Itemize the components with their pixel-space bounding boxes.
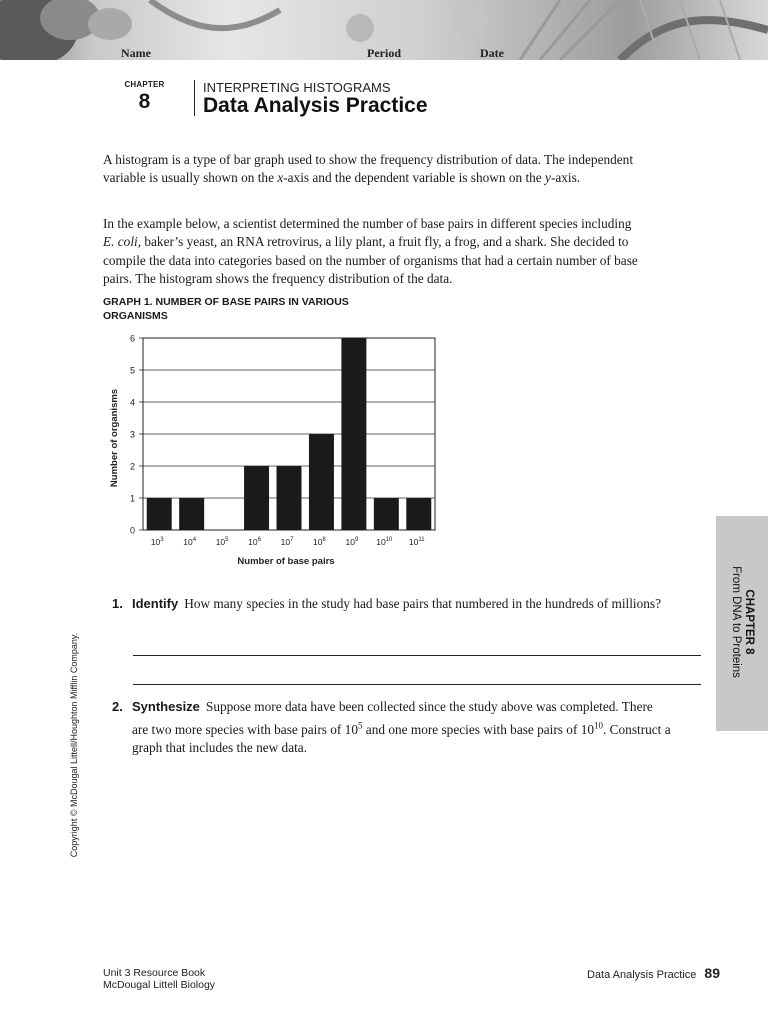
name-label: Name — [121, 46, 151, 60]
date-label: Date — [480, 46, 504, 60]
text-segment: -axis. — [550, 170, 581, 186]
chapter-number: 8 — [138, 90, 151, 113]
side-tab-subtitle: From DNA to Proteins — [730, 566, 742, 678]
x-tick-label: $10^4$ — [183, 537, 197, 547]
histogram-bar — [309, 434, 334, 530]
y-tick-label: 5 — [129, 365, 135, 376]
question-1 — [112, 595, 672, 614]
y-tick-label: 2 — [129, 461, 135, 472]
page-number: 89 — [704, 965, 720, 981]
side-tab-text — [729, 566, 755, 678]
side-tab-chapter: CHAPTER 8 — [743, 589, 755, 655]
italic-text: E. coli, — [103, 234, 142, 250]
text-segment: -axis and the dependent variable is shown on the — [283, 170, 546, 186]
text-segment: In the example below, a scientist determined the number of base pairs in different species including — [103, 216, 632, 231]
y-axis-title: Number of organisms — [109, 388, 120, 488]
superscript-text: 5 — [357, 720, 363, 731]
x-tick-label: $10^6$ — [248, 537, 261, 547]
footer-right — [587, 965, 720, 981]
answer-line-1[interactable] — [133, 655, 701, 656]
y-tick-label: 4 — [129, 397, 135, 408]
y-tick-label: 0 — [129, 525, 135, 536]
histogram-bar — [147, 498, 172, 530]
y-tick-label: 3 — [129, 429, 135, 440]
question-2-keyword: Synthesize — [132, 699, 200, 714]
answer-line-2[interactable] — [133, 684, 701, 685]
x-axis-title: Number of base pairs — [237, 556, 335, 567]
question-1-number: 1. — [112, 596, 123, 611]
question-1-keyword: Identify — [132, 596, 179, 611]
text-segment: Suppose more data have been collected since the study above was completed. There are two more species with base pairs of 10 — [132, 699, 653, 737]
text-segment: A histogram is a type of bar graph used to show the frequency distribution of data. The independent variable is usually shown on the — [103, 152, 634, 186]
period-label: Period — [367, 46, 401, 60]
intro-paragraph-1 — [103, 151, 643, 188]
histogram-bar — [179, 498, 204, 530]
histogram-bar — [277, 466, 302, 530]
page-title: Data Analysis Practice — [203, 94, 428, 117]
chapter-label: CHAPTER — [124, 80, 165, 89]
footer-book: Unit 3 Resource Book — [103, 967, 206, 979]
footer-publisher: McDougal Littell Biology — [103, 979, 216, 991]
question-1-text: How many species in the study had base pairs that numbered in the hundreds of millions? — [184, 596, 661, 611]
graph-title: GRAPH 1. NUMBER OF BASE PAIRS IN VARIOUS ORGANISMS — [103, 296, 349, 322]
histogram-bar — [374, 498, 399, 530]
y-tick-label: 1 — [129, 493, 135, 504]
italic-text: y — [545, 170, 551, 186]
x-tick-label: $10^9$ — [345, 537, 359, 547]
question-2-text — [132, 699, 671, 755]
x-tick-label: $10^8$ — [313, 537, 326, 547]
footer-left — [103, 967, 215, 991]
histogram-chart — [100, 328, 445, 573]
histogram-bar — [341, 338, 366, 530]
italic-text: x — [277, 170, 284, 186]
chapter-block — [122, 80, 167, 114]
intro-paragraph-2 — [103, 215, 643, 288]
y-tick-label: 6 — [129, 333, 135, 344]
x-tick-label: $10^7$ — [280, 537, 294, 547]
x-tick-label: $10^5$ — [215, 537, 229, 547]
x-tick-label: $10^3$ — [150, 537, 164, 547]
text-segment: . Construct a graph that includes the new data. — [132, 721, 671, 756]
text-segment: baker’s yeast, an RNA retrovirus, a lily plant, a fruit fly, a frog, and a shark. She decided to compile the data into categories based on the number of organisms that had a certain number of base pairs. The histogram shows the frequency distribution of the data. — [103, 234, 638, 286]
title-divider — [194, 80, 195, 116]
superscript-text: 10 — [594, 720, 604, 731]
footer-section: Data Analysis Practice — [586, 969, 697, 981]
histogram-bar — [406, 498, 431, 530]
text-segment: and one more species with base pairs of 10 — [362, 721, 595, 737]
x-tick-label: $10^{10}$ — [376, 537, 393, 547]
histogram-bar — [244, 466, 269, 530]
section-kicker: INTERPRETING HISTOGRAMS — [203, 80, 391, 95]
question-2-number: 2. — [112, 699, 123, 714]
copyright-notice: Copyright © McDougal Littell/Houghton Mifflin Company. — [69, 632, 79, 858]
x-tick-label: $10^{11}$ — [408, 537, 425, 547]
question-2 — [112, 698, 672, 758]
